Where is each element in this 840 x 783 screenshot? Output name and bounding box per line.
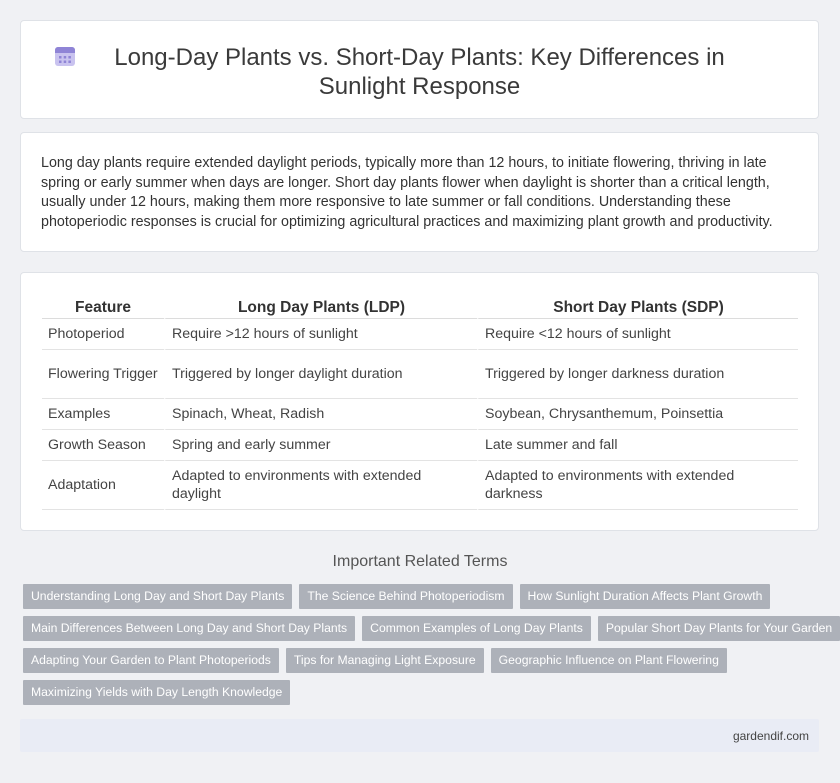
table-row xyxy=(42,430,798,461)
row-short-day-value: Soybean, Chrysanthemum, Poinsettia xyxy=(477,399,798,430)
row-feature: Photoperiod xyxy=(42,319,164,350)
related-term-tag[interactable]: Popular Short Day Plants for Your Garden xyxy=(598,616,840,641)
comparison-table xyxy=(42,295,798,510)
related-term-tag[interactable]: Common Examples of Long Day Plants xyxy=(362,616,591,641)
related-term-tag[interactable]: Understanding Long Day and Short Day Plants xyxy=(23,584,292,609)
page-title: Long-Day Plants vs. Short-Day Plants: Key Differences in Sunlight Response xyxy=(114,44,725,100)
row-short-day-value: Late summer and fall xyxy=(477,430,798,461)
table-header-row xyxy=(42,295,798,319)
header-short-day: Short Day Plants (SDP) xyxy=(477,295,798,319)
related-term-tag[interactable]: How Sunlight Duration Affects Plant Growth xyxy=(520,584,771,609)
row-long-day-value: Triggered by longer daylight duration xyxy=(164,350,477,399)
related-terms-title: Important Related Terms xyxy=(332,553,508,570)
related-term-tag[interactable]: Tips for Managing Light Exposure xyxy=(286,648,484,673)
header-long-day: Long Day Plants (LDP) xyxy=(164,295,477,319)
comparison-table-card xyxy=(20,272,819,531)
related-term-tag[interactable]: Main Differences Between Long Day and Short Day Plants xyxy=(23,616,355,641)
row-short-day-value: Triggered by longer darkness duration xyxy=(477,350,798,399)
table-row xyxy=(42,319,798,350)
footer xyxy=(20,719,819,752)
related-term-tag[interactable]: The Science Behind Photoperiodism xyxy=(299,584,512,609)
table-row xyxy=(42,399,798,430)
summary-card xyxy=(20,132,819,252)
summary-text: Long day plants require extended daylight periods, typically more than 12 hours, to initiate flowering, thriving in late spring or early summer when days are longer. Short day plants flower when daylight is shorter than a critical length, usually under 12 hours, making them more responsive to late summer or fall conditions. Understanding these photoperiodic responses is crucial for optimizing agricultural practices and maximizing plant growth and productivity. xyxy=(41,155,773,230)
row-long-day-value: Spring and early summer xyxy=(164,430,477,461)
related-term-tag[interactable]: Maximizing Yields with Day Length Knowledge xyxy=(23,680,290,705)
table-row xyxy=(42,461,798,510)
table-row xyxy=(42,350,798,399)
site-link[interactable]: gardendif.com xyxy=(732,729,809,743)
row-feature: Adaptation xyxy=(42,461,164,510)
related-term-tag[interactable]: Geographic Influence on Plant Flowering xyxy=(491,648,727,673)
row-feature: Flowering Trigger xyxy=(42,350,164,399)
row-long-day-value: Adapted to environments with extended daylight xyxy=(164,461,477,510)
header-card xyxy=(20,20,819,119)
row-long-day-value: Spinach, Wheat, Radish xyxy=(164,399,477,430)
row-feature: Growth Season xyxy=(42,430,164,461)
row-short-day-value: Require <12 hours of sunlight xyxy=(477,319,798,350)
related-term-tag[interactable]: Adapting Your Garden to Plant Photoperiods xyxy=(23,648,279,673)
row-feature: Examples xyxy=(42,399,164,430)
header-feature: Feature xyxy=(42,295,164,319)
row-short-day-value: Adapted to environments with extended darkness xyxy=(477,461,798,510)
row-long-day-value: Require >12 hours of sunlight xyxy=(164,319,477,350)
related-terms-list xyxy=(23,584,833,712)
